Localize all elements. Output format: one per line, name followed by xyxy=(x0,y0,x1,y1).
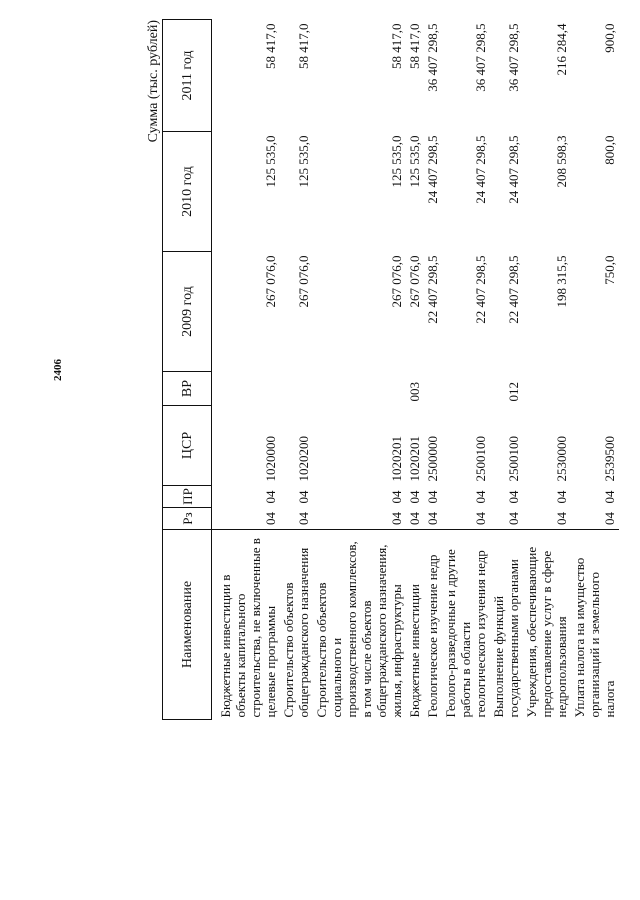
row-2009: 22 407 298,5 xyxy=(425,255,440,324)
row-rz: 04 xyxy=(506,512,521,525)
row-name: Бюджетные инвестиции xyxy=(406,530,424,720)
row-pr: 04 xyxy=(506,490,521,504)
row-vr: 003 xyxy=(407,382,422,402)
row-2010: 24 407 298,5 xyxy=(425,135,440,204)
row-2009: 267 076,0 xyxy=(263,255,278,308)
row-2010: 125 535,0 xyxy=(407,135,422,188)
row-name: Уплата налога на имущество организаций и земельного налога xyxy=(571,530,619,720)
row-csr: 2539500 xyxy=(602,436,617,482)
row-2009: 22 407 298,5 xyxy=(506,255,521,324)
row-2009: 198 315,5 xyxy=(554,255,569,308)
row-rz: 04 xyxy=(473,512,488,525)
row-vr xyxy=(313,372,406,406)
row-pr: 04 xyxy=(602,490,617,504)
row-2010: 125 535,0 xyxy=(263,135,278,188)
row-rz: 04 xyxy=(296,512,311,525)
row-2010: 24 407 298,5 xyxy=(473,135,488,204)
header-name: Наименование xyxy=(163,530,212,720)
table-row xyxy=(280,20,313,720)
row-pr: 04 xyxy=(296,490,311,504)
row-pr: 04 xyxy=(263,490,278,504)
row-csr: 2530000 xyxy=(554,436,569,482)
table-header-row xyxy=(163,20,212,720)
row-vr xyxy=(442,372,490,406)
row-rz: 04 xyxy=(263,512,278,525)
row-rz: 04 xyxy=(389,512,404,525)
page-number: 2406 xyxy=(52,359,64,381)
row-name: Учреждения, обеспечивающие предоставление услуг в сфере недропользования xyxy=(523,530,571,720)
table-row xyxy=(212,20,281,720)
row-vr xyxy=(571,372,619,406)
row-2011: 58 417,0 xyxy=(407,23,422,69)
row-2009: 750,0 xyxy=(602,255,617,285)
row-pr: 04 xyxy=(407,490,422,504)
row-2011: 36 407 298,5 xyxy=(473,23,488,92)
header-rz: Рз xyxy=(163,508,212,530)
header-vr: ВР xyxy=(163,372,212,406)
row-2009: 267 076,0 xyxy=(407,255,422,308)
row-pr: 04 xyxy=(473,490,488,504)
row-2010: 24 407 298,5 xyxy=(506,135,521,204)
table-row xyxy=(442,20,490,720)
row-name: Геологическое изучение недр xyxy=(424,530,442,720)
row-2009: 267 076,0 xyxy=(389,255,404,308)
header-2010: 2010 год xyxy=(163,132,212,252)
header-2009: 2009 год xyxy=(163,252,212,372)
row-csr: 2500100 xyxy=(506,436,521,482)
header-csr: ЦСР xyxy=(163,406,212,486)
row-name: Строительство объектов социального и производственного комплексов, в том числе объектов общегражданского назначения, жилья, инфраструктуры xyxy=(313,530,406,720)
units-caption: Сумма (тыс. рублей) xyxy=(146,20,161,143)
row-csr: 1020201 xyxy=(407,436,422,482)
row-2010: 800,0 xyxy=(602,135,617,165)
table-row xyxy=(406,20,424,720)
row-csr: 1020000 xyxy=(263,436,278,482)
row-2011: 58 417,0 xyxy=(296,23,311,69)
row-name: Выполнение функций государственными органами xyxy=(490,530,523,720)
row-2011: 58 417,0 xyxy=(263,23,278,69)
row-vr xyxy=(523,372,571,406)
row-rz: 04 xyxy=(407,512,422,525)
row-2011: 216 284,4 xyxy=(554,23,569,76)
row-csr: 1020201 xyxy=(389,436,404,482)
row-pr: 04 xyxy=(425,490,440,504)
row-vr xyxy=(212,372,281,406)
table-row xyxy=(571,20,619,720)
row-2011: 900,0 xyxy=(602,23,617,53)
row-2009: 22 407 298,5 xyxy=(473,255,488,324)
header-pr: ПР xyxy=(163,486,212,508)
row-csr: 2500000 xyxy=(425,436,440,482)
table-row xyxy=(490,20,523,720)
row-pr: 04 xyxy=(554,490,569,504)
row-2010: 208 598,3 xyxy=(554,135,569,188)
row-vr xyxy=(280,372,313,406)
row-rz: 04 xyxy=(602,512,617,525)
rotated-page xyxy=(52,20,640,720)
row-2010: 125 535,0 xyxy=(296,135,311,188)
row-name: Бюджетные инвестиции в объекты капитального строительства, не включенные в целевые программы xyxy=(212,530,281,720)
row-2011: 58 417,0 xyxy=(389,23,404,69)
row-2011: 36 407 298,5 xyxy=(425,23,440,92)
table-row xyxy=(313,20,406,720)
budget-table xyxy=(162,19,619,720)
row-pr: 04 xyxy=(389,490,404,504)
row-2011: 36 407 298,5 xyxy=(506,23,521,92)
row-rz: 04 xyxy=(425,512,440,525)
row-name: Строительство объектов общегражданского назначения xyxy=(280,530,313,720)
row-csr: 1020200 xyxy=(296,436,311,482)
row-vr: 012 xyxy=(506,382,521,402)
row-name: Геолого-разведочные и другие работы в области геологического изучения недр xyxy=(442,530,490,720)
table-row xyxy=(424,20,442,720)
header-2011: 2011 год xyxy=(163,20,212,132)
table-row xyxy=(523,20,571,720)
row-vr xyxy=(424,372,442,406)
row-rz: 04 xyxy=(554,512,569,525)
row-csr: 2500100 xyxy=(473,436,488,482)
row-2009: 267 076,0 xyxy=(296,255,311,308)
row-2010: 125 535,0 xyxy=(389,135,404,188)
